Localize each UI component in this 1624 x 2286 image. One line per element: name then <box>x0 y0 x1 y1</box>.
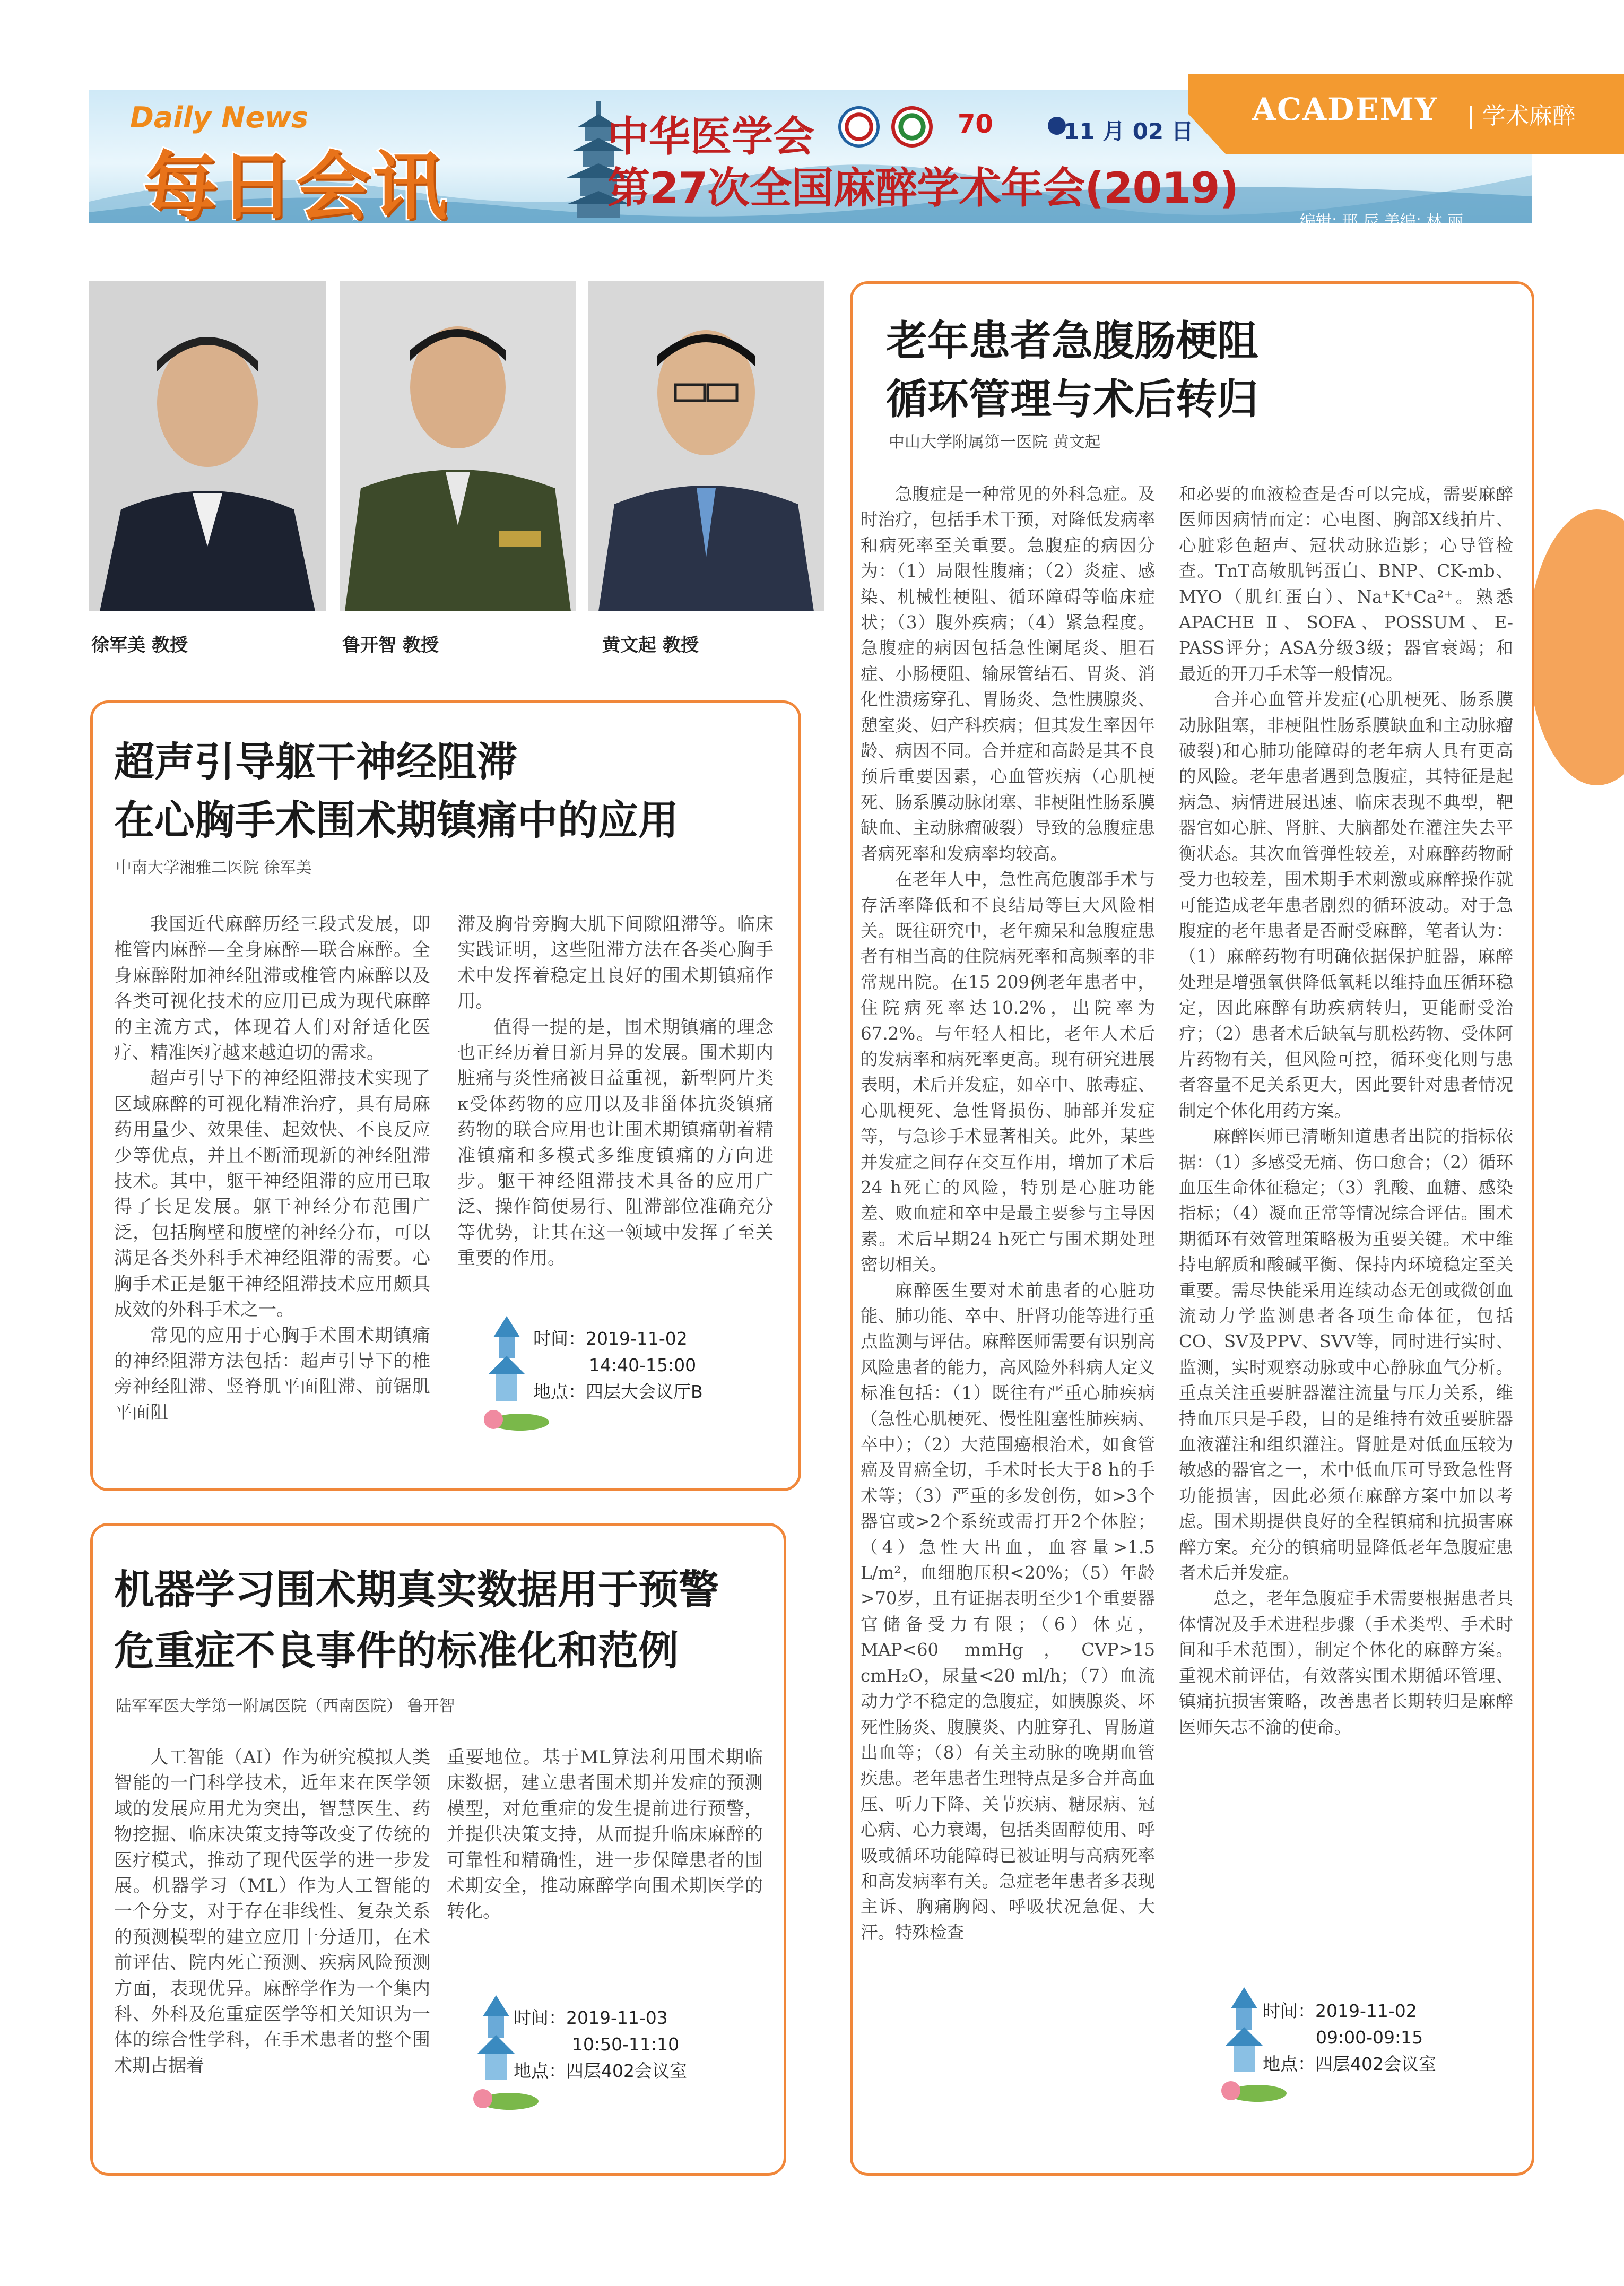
article-column <box>114 912 430 1425</box>
masthead-title: 每日会讯 <box>143 144 449 230</box>
issue-date: 11 月 02 日 <box>1064 118 1194 144</box>
paragraph: 合并心血管并发症(心肌梗死、肠系膜动脉阻塞，非梗阻性肠系膜缺血和主动脉瘤破裂)和心肺功能障碍的老年病人具有更高的风险。老年患者遇到急腹症，其特征是起病急、病情进展迅速、临床表现不典型，靶器官如心脏、肾脏、大脑都处在灌注失去平衡状态。其次血管弹性较差，对麻醉药物耐受力也较差，围术期手术刺激或麻醉操作就可能造成老年患者剧烈的循环波动。对于急腹症的老年患者是否耐受麻醉，笔者认为：（1）麻醉药物有明确依据保护脏器，麻醉处理是增强氧供降低氧耗以维持血压循环稳定，因此麻醉有助疾病转归，更能耐受治疗；（2）患者术后缺氧与肌松药物、受体阿片药物有关，但风险可控，循环变化则与患者容量不足关系更大，因此要针对患者情况制定个体化用药方案。 <box>1179 689 1513 1121</box>
portrait-icon <box>89 281 326 611</box>
photo-caption: 徐军美 教授 <box>91 635 188 656</box>
article-column <box>861 481 1155 1945</box>
session-time: 时间：2019-11-02 <box>1263 2001 1417 2021</box>
session-time-range: 09:00-09:15 <box>1316 2027 1423 2048</box>
organization-name: 中华医学会 <box>607 113 815 161</box>
article-column <box>457 912 774 1271</box>
article-column <box>1179 481 1513 1740</box>
session-place: 地点：四层402会议室 <box>514 2060 687 2081</box>
paragraph: 滞及胸骨旁胸大肌下间隙阻滞等。临床实践证明，这些阻滞方法在各类心胸手术中发挥着稳定且良好的围术期镇痛作用。 <box>457 914 774 1012</box>
photo-lu-kaizhi <box>340 281 576 611</box>
photo-caption: 鲁开智 教授 <box>342 635 439 656</box>
portrait-icon <box>588 281 824 611</box>
paragraph: 在老年人中，急性高危腹部手术与存活率降低和不良结局等巨大风险相关。既往研究中，老年痴呆和急腹症患者有相当高的住院病死率和高频率的非常规出院。在15 209例老年患者中，住院病死率达10.2%，出院率为67.2%。与年轻人相比，老年人术后的发病率和病死率更高。现有研究进展表明，术后并发症，如卒中、脓毒症、心肌梗死、急性肾损伤、肺部并发症等，与急诊手术显著相关。此外，某些并发症之间存在交互作用，增加了术后24 h死亡的风险，特别是心脏功能差、败血症和卒中是最主要参与主导因素。术后早期24 h死亡与围术期处理密切相关。 <box>861 869 1155 1275</box>
article-title: 循环管理与术后转归 <box>886 376 1259 423</box>
page-number: 15 <box>1562 1129 1596 1160</box>
photo-huang-wenqi <box>588 281 824 611</box>
anniversary-70-logo-icon <box>955 103 996 145</box>
article-title: 老年患者急腹肠梗阻 <box>886 317 1259 365</box>
page-number-tab <box>1528 509 1624 785</box>
session-time-range: 14:40-15:00 <box>589 1355 697 1375</box>
session-place: 地点：四层402会议室 <box>1263 2054 1436 2074</box>
conference-name: 第27次全国麻醉学术年会(2019) <box>607 163 1239 213</box>
article-title: 在心胸手术围术期镇痛中的应用 <box>114 796 679 844</box>
paragraph: 麻醉医师已清晰知道患者出院的指标依据：（1）多感受无痛、伤口愈合；（2）循环血压生命体征稳定；（3）乳酸、血糖、感染指标；（4）凝血正常等情况综合评估。围术期循环有效管理策略极为重要关键。术中维持电解质和酸碱平衡、保持内环境稳定至关重要。需尽快能采用连续动态无创或微创血流动力学监测患者各项生命体征，包括CO、SV及PPV、SVV等，同时进行实时、监测，实时观察动脉或中心静脉血气分析。重点关注重要脏器灌注流量与压力关系，维持血压只是手段，目的是维持有效重要脏器血液灌注和组织灌注。肾脏是对低血压较为敏感的器官之一，术中低血压可导致急性肾功能损害，因此必须在麻醉方案中加以考虑。围术期提供良好的全程镇痛和抗损害麻醉方案。充分的镇痛明显降低老年急腹症患者术后并发症。 <box>1179 1126 1513 1583</box>
photo-xu-junmei <box>89 281 326 611</box>
photo-caption: 黄文起 教授 <box>602 635 699 656</box>
session-place: 地点：四层大会议厅B <box>533 1381 703 1402</box>
clock-icon <box>1048 117 1066 135</box>
paragraph: 和必要的血液检查是否可以完成，需要麻醉医师因病情而定：心电图、胸部X线拍片、心脏彩色超声、冠状动脉造影；心导管检查。TnT高敏肌钙蛋白、BNP、CK-mb、MYO（肌红蛋白）、Na⁺K⁺Ca²⁺。熟悉APACHE Ⅱ、SOFA、POSSUM、E-PASS评分；ASA分级3级；器官衰竭；和最近的开刀手术等一般情况。 <box>1179 484 1513 684</box>
article-title: 机器学习围术期真实数据用于预警 <box>114 1566 719 1613</box>
session-time: 时间：2019-11-02 <box>533 1328 688 1349</box>
paragraph: 急腹症是一种常见的外科急症。及时治疗，包括手术干预，对降低发病率和病死率至关重要。急腹症的病因分为：（1）局限性腹痛；（2）炎症、感染、机械性梗阻、循环障碍等临床症状；（3）腹外疾病；（4）紧急程度。急腹症的病因包括急性阑尾炎、胆石症、小肠梗阻、输尿管结石、胃炎、消化性溃疡穿孔、胃肠炎、急性胰腺炎、憩室炎、妇产科疾病；但其发生率因年龄、病因不同。合并症和高龄是其不良预后重要因素，心血管疾病（心肌梗死、肠系膜动脉闭塞、非梗阻性肠系膜缺血、主动脉瘤破裂）导致的急腹症患者病死率和发病率均较高。 <box>861 484 1155 864</box>
article-author: 中南大学湘雅二医院 徐军美 <box>116 859 312 877</box>
association-logo-icon <box>891 106 933 148</box>
paragraph: 值得一提的是，围术期镇痛的理念也正经历着日新月异的发展。围术期内脏痛与炎性痛被日益重视，新型阿片类κ受体药物的应用以及非甾体抗炎镇痛药物的联合应用也让围术期镇痛朝着精准镇痛和多模式多维度镇痛的方向进步。躯干神经阻滞技术具备的应用广泛、操作简便易行、阻滞部位准确充分等优势，让其在这一领域中发挥了至关重要的作用。 <box>457 1016 774 1269</box>
paragraph: 常见的应用于心胸手术围术期镇痛的神经阻滞方法包括：超声引导下的椎旁神经阻滞、竖脊肌平面阻滞、前锯肌平面阻 <box>114 1324 430 1423</box>
section-title-en: ACADEMY <box>1252 91 1438 127</box>
paragraph: 麻醉医生要对术前患者的心脏功能、肺功能、卒中、肝肾功能等进行重点监测与评估。麻醉医师需要有识别高风险患者的能力，高风险外科病人定义标准包括：（1）既往有严重心肺疾病（急性心肌梗死、慢性阻塞性肺疾病、卒中）；（2）大范围癌根治术，如食管癌及胃癌全切，手术时长大于8 h的手术等；（3）严重的多发创伤，如>3个器官或>2个系统或需打开2个体腔；（4）急性大出血，血容量>1.5 L/m²，血细胞压积<20%；（5）年龄>70岁，且有证据表明至少1个重要器官储备受力有限；（6）休克，MAP<60 mmHg，CVP>15 cmH₂O，尿量<20 ml/h；（7）血流动力学不稳定的急腹症，如胰腺炎、坏死性肠炎、腹膜炎、内脏穿孔、胃肠道出血等；（8）有关主动脉的晚期血管疾患。老年患者生理特点是多合并高血压、听力下降、关节疾病、糖尿病、冠心病、心力衰竭，包括类固醇使用、呼吸或循环功能障碍已被证明与高病死率和高发病率有关。急症老年患者多表现主诉、胸痛胸闷、呼吸状况急促、大汗。特殊检查 <box>861 1280 1155 1943</box>
article-column <box>114 1745 430 2079</box>
session-time: 时间：2019-11-03 <box>514 2007 668 2028</box>
svg-text:70: 70 <box>958 109 993 139</box>
session-time-range: 10:50-11:10 <box>572 2034 680 2055</box>
section-title-cn: | 学术麻醉 <box>1467 102 1576 129</box>
article-author: 中山大学附属第一医院 黄文起 <box>889 433 1101 452</box>
paragraph: 我国近代麻醉历经三段式发展，即椎管内麻醉—全身麻醉—联合麻醉。全身麻醉附加神经阻滞或椎管内麻醉以及各类可视化技术的应用已成为现代麻醉的主流方式，体现着人们对舒适化医疗、精准医疗越来越迫切的需求。 <box>114 914 430 1064</box>
paragraph: 重要地位。基于ML算法利用围术期临床数据，建立患者围术期并发症的预测模型，对危重症的发生提前进行预警，并提供决策支持，从而提升临床麻醉的可靠性和精确性，进一步保障患者的围术期安全，推动麻醉学向围术期医学的转化。 <box>447 1747 763 1923</box>
daily-news-logo: Daily News <box>130 101 309 134</box>
article-column <box>447 1745 763 1925</box>
paragraph: 超声引导下的神经阻滞技术实现了区域麻醉的可视化精准治疗，具有局麻药用量少、效果佳、起效快、不良反应少等优点，并且不断涌现新的神经阻滞技术。其中，躯干神经阻滞的应用已取得了长足发展。躯干神经分布范围广泛，包括胸壁和腹壁的神经分布，可以满足各类外科手术神经阻滞的需要。心胸手术正是躯干神经阻滞技术应用颇具成效的外科手术之一。 <box>114 1068 430 1321</box>
paragraph: 人工智能（AI）作为研究模拟人类智能的一门科学技术，近年来在医学领域的发展应用尤为突出，智慧医生、药物挖掘、临床决策支持等改变了传统的医疗模式，推动了现代医学的进一步发展。机器学习（ML）作为人工智能的一个分支，对于存在非线性、复杂关系的预测模型的建立应用十分适用，在术前评估、院内死亡预测、疾病风险预测方面，表现优异。麻醉学作为一个集内科、外科及危重症医学等相关知识为一体的综合性学科，在手术患者的整个围术期占据着 <box>114 1747 430 2076</box>
society-logo-icon <box>838 106 880 148</box>
article-author: 陆军军医大学第一附属医院（西南医院） 鲁开智 <box>116 1697 455 1716</box>
portrait-icon <box>340 281 576 611</box>
article-title: 危重症不良事件的标准化和范例 <box>114 1627 679 1674</box>
editor-credits: 编辑: 邢 辰 美编: 林 丽 <box>1300 212 1463 231</box>
article-title: 超声引导躯干神经阻滞 <box>114 738 517 785</box>
paragraph: 总之，老年急腹症手术需要根据患者具体情况及手术进程步骤（手术类型、手术时间和手术范围），制定个体化的麻醉方案。重视术前评估，有效落实围术期循环管理、镇痛抗损害策略，改善患者长期转归是麻醉医师矢志不渝的使命。 <box>1179 1588 1513 1737</box>
